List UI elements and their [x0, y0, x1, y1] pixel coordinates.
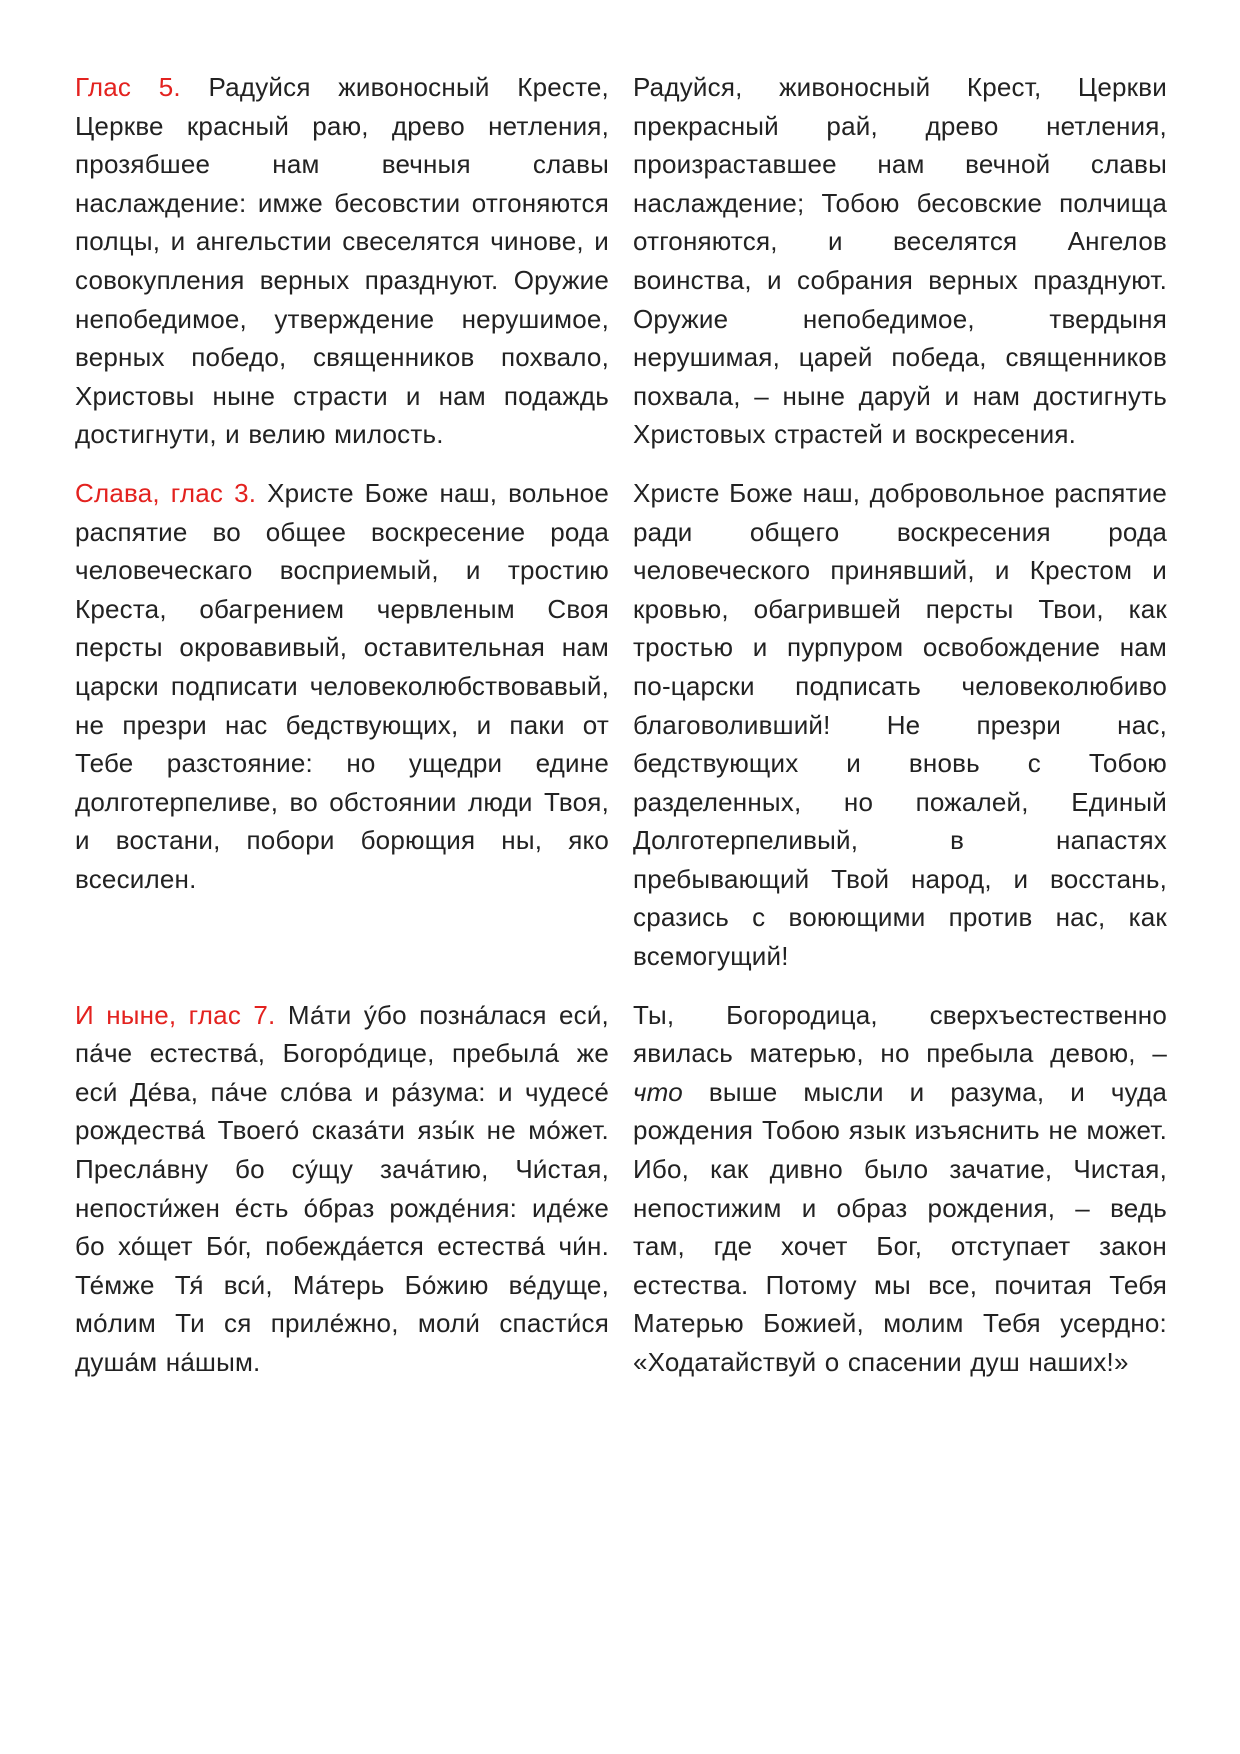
russian-emphasis: что — [633, 1076, 683, 1107]
slavonic-body: Христе Боже наш, вольное распятие во общее воскресение рода человеческаго восприемый, и тростию Креста, обагрением червленым Своя персты окровавивый, оставительная нам царски подписати человеколюбствовавый, не презри нас бедствующих, и паки от Тебе разстояние: но ущедри едине долготерпеливе, во обстоянии люди Твоя, и востани, побори борющия ны, яко всесилен. — [75, 477, 609, 894]
russian-body: Христе Боже наш, добровольное распятие ради общего воскресения рода человеческого принявший, и Крестом и кровью, обагрившей персты Твои, как тростью и пурпуром освобождение нам по-царски подписать человеколюбиво благоволивший! Не презри нас, бедствующих и вновь с Тобою разделенных, но пожалей, Единый Долготерпеливый, в напастях пребывающий Твой народ, и восстань, сразись с воюющими против нас, как всемогущий! — [633, 477, 1167, 972]
section-slava — [75, 474, 1167, 976]
slavonic-body: Ма́ти у́бо позна́лася еси́, па́че естества́, Богоро́дице, пребыла́ же еси́ Де́ва, па́че сло́ва и ра́зума: и чудесе́ рождества́ Твоего́ сказа́ти язы́к не мо́жет. Пресла́вну бо су́щу зача́тию, Чи́стая, непости́жен е́сть о́браз рожде́ния: иде́же бо хо́щет Бо́г, побежда́ется естества́ чи́н. Те́мже Тя́ вси́, Ма́терь Бо́жию ве́дуще, мо́лим Ти ся приле́жно, моли́ спасти́ся душа́м на́шым. — [75, 999, 609, 1377]
section-glas-5 — [75, 68, 1167, 454]
slavonic-text — [75, 996, 609, 1382]
section-gap — [75, 454, 1167, 474]
rubric: Глас 5. — [75, 72, 181, 102]
slavonic-text — [75, 68, 609, 454]
russian-text — [633, 474, 1167, 976]
rubric: И ныне, глас 7. — [75, 999, 276, 1030]
slavonic-body: Радуйся живоносный Кресте, Церкве красный раю, древо нетления, прозябшее нам вечныя славы наслаждение: имже бесовстии отгоняются полцы, и ангельстии свеселятся чинове, и совокупления верных празднуют. Оружие непобедимое, утверждение нерушимое, верных победо, священников похвало, Христовы ныне страсти и нам подаждь достигнути, и велию милость. — [75, 72, 609, 450]
russian-text — [633, 996, 1167, 1382]
rubric: Слава, глас 3. — [75, 477, 257, 508]
russian-body-part-a: Ты, Богородица, сверхъестественно явилась матерью, но пребыла девою, – — [633, 999, 1167, 1069]
section-i-nyne — [75, 996, 1167, 1382]
section-gap — [75, 976, 1167, 996]
russian-body: Радуйся, живоносный Крест, Церкви прекрасный рай, древо нетления, произраставшее нам вечной славы наслаждение; Тобою бесовские полчища отгоняются, и веселятся Ангелов воинства, и собрания верных празднуют. Оружие непобедимое, твердыня нерушимая, царей победа, священников похвала, – ныне даруй и нам достигнуть Христовых страстей и воскресения. — [633, 72, 1167, 450]
slavonic-text — [75, 474, 609, 976]
page — [75, 68, 1167, 1382]
russian-text — [633, 68, 1167, 454]
russian-body-part-b: выше мысли и разума, и чуда рождения Тобою язык изъяснить не может. Ибо, как дивно было зачатие, Чистая, непостижим и образ рождения, – ведь там, где хочет Бог, отступает закон естества. Потому мы все, почитая Тебя Матерью Божией, молим Тебя усердно: «Ходатайствуй о спасении душ наших!» — [633, 1076, 1167, 1377]
